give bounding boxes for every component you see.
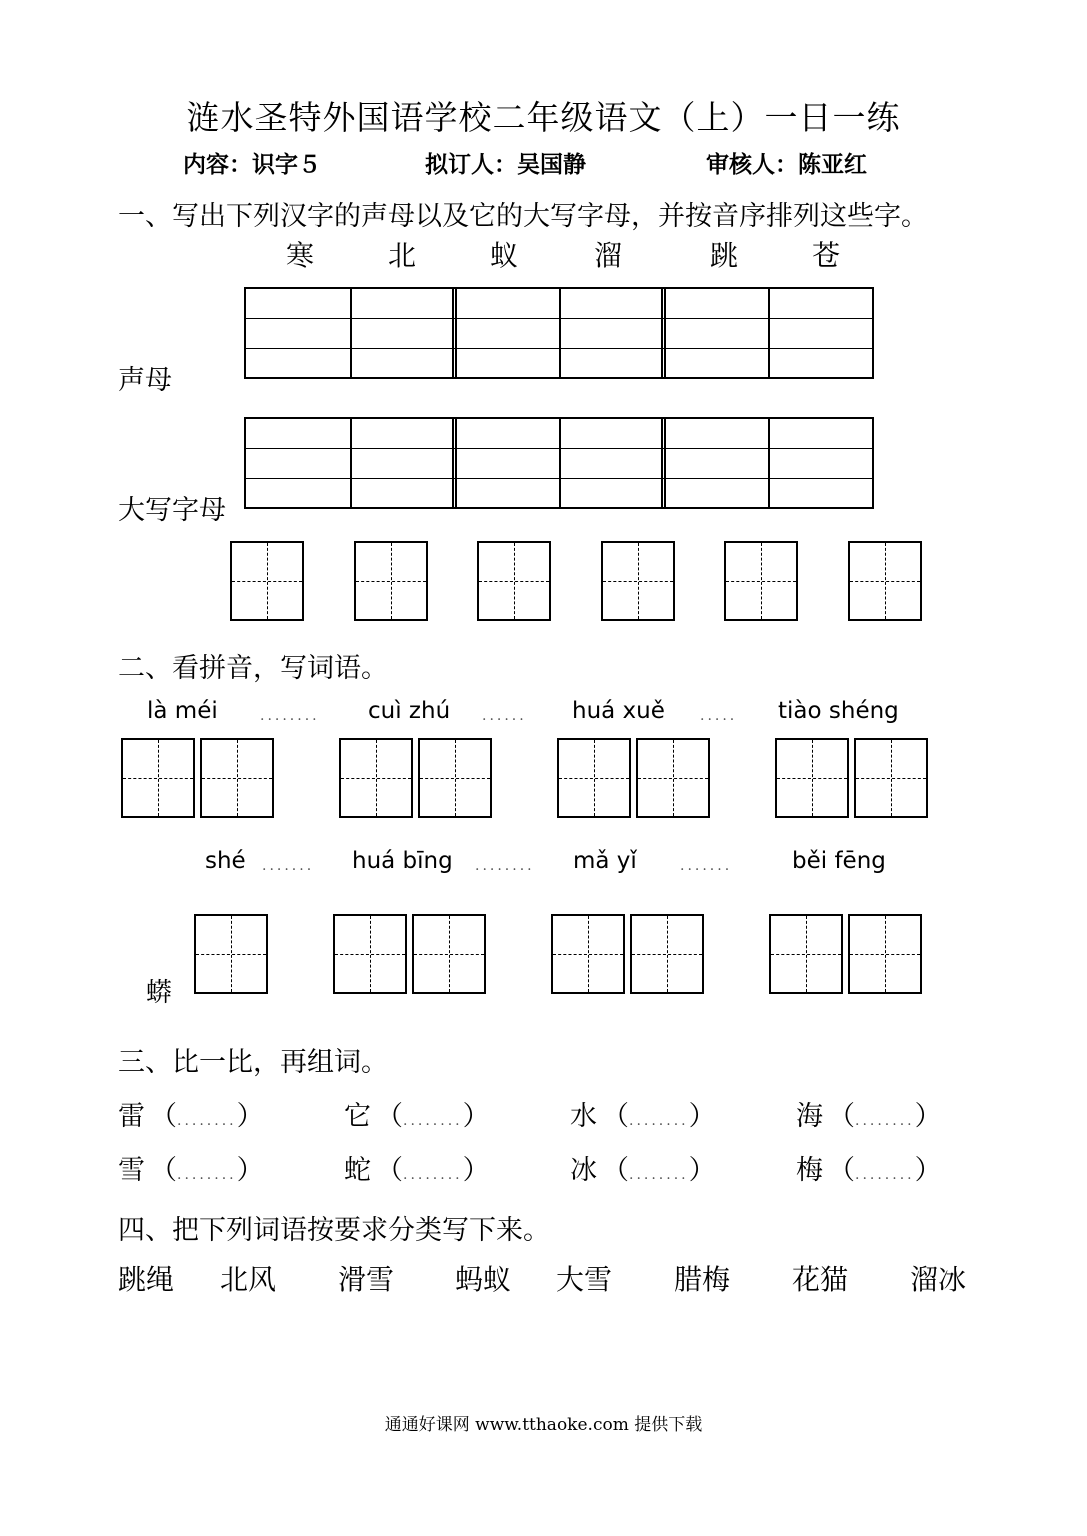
compare-char: 冰 (570, 1155, 597, 1186)
footer-source: 通通好课网 www.tthaoke.com 提供下载 (384, 1415, 703, 1435)
drafter-label: 拟订人：吴国静 (425, 152, 586, 178)
s1-char: 蚁 (490, 239, 519, 272)
answer-blank[interactable]: （........） (376, 1155, 490, 1186)
word-item: 溜冰 (910, 1263, 967, 1296)
capital-letters-writing-grid[interactable] (244, 417, 874, 509)
tian-grid-box[interactable] (769, 914, 843, 994)
capital-letters-label: 大写字母 (118, 495, 226, 526)
tian-grid-box[interactable] (339, 738, 413, 818)
compare-char: 海 (796, 1101, 823, 1132)
section1-heading: 一、写出下列汉字的声母以及它的大写字母，并按音序排列这些字。 (118, 201, 928, 232)
answer-blank[interactable]: （........） (602, 1155, 716, 1186)
word-item: 蚂蚁 (455, 1263, 512, 1296)
tian-grid-box[interactable] (848, 541, 922, 621)
content-label: 内容：识字５ (183, 152, 321, 178)
word-item: 滑雪 (338, 1263, 395, 1296)
dot-leader: ....... (262, 858, 315, 874)
word-item: 腊梅 (674, 1263, 731, 1296)
word-item: 北风 (220, 1263, 277, 1296)
tian-grid-box[interactable] (557, 738, 631, 818)
compare-char: 雷 (118, 1101, 145, 1132)
s1-char: 北 (388, 239, 417, 272)
tian-grid-box[interactable] (230, 541, 304, 621)
compare-char: 它 (344, 1101, 371, 1132)
pinyin-label: là méi (147, 698, 218, 724)
compare-char: 梅 (796, 1155, 823, 1186)
pinyin-label: mǎ yǐ (573, 848, 637, 874)
tian-grid-box[interactable] (333, 914, 407, 994)
s1-char: 苍 (812, 239, 841, 272)
tian-grid-box[interactable] (551, 914, 625, 994)
dot-leader: ....... (680, 858, 733, 874)
compare-char: 水 (570, 1101, 597, 1132)
tian-grid-box[interactable] (200, 738, 274, 818)
answer-blank[interactable]: （........） (602, 1101, 716, 1132)
pinyin-label: cuì zhú (368, 698, 451, 724)
tian-grid-box[interactable] (630, 914, 704, 994)
answer-blank[interactable]: （........） (828, 1155, 942, 1186)
tian-grid-box[interactable] (418, 738, 492, 818)
section3-heading: 三、比一比，再组词。 (118, 1047, 388, 1078)
dot-leader: ........ (260, 708, 320, 724)
pinyin-label: huá xuě (572, 698, 665, 724)
tian-grid-box[interactable] (477, 541, 551, 621)
pinyin-label: shé (205, 848, 246, 874)
pinyin-label: huá bīng (352, 848, 453, 874)
tian-grid-box[interactable] (854, 738, 928, 818)
compare-char: 雪 (118, 1155, 145, 1186)
pinyin-label: tiào shéng (778, 698, 899, 724)
answer-blank[interactable]: （........） (150, 1155, 264, 1186)
tian-grid-box[interactable] (354, 541, 428, 621)
given-char: 蟒 (146, 978, 173, 1008)
tian-grid-box[interactable] (121, 738, 195, 818)
word-item: 花猫 (792, 1263, 849, 1296)
page-title: 涟水圣特外国语学校二年级语文（上）一日一练 (186, 98, 901, 137)
answer-blank[interactable]: （........） (150, 1101, 264, 1132)
initials-writing-grid[interactable] (244, 287, 874, 379)
word-item: 跳绳 (118, 1263, 175, 1296)
tian-grid-box[interactable] (636, 738, 710, 818)
pinyin-label: běi fēng (792, 848, 886, 874)
dot-leader: ..... (700, 708, 738, 724)
tian-grid-box[interactable] (724, 541, 798, 621)
section4-heading: 四、把下列词语按要求分类写下来。 (118, 1215, 550, 1246)
s1-char: 跳 (710, 239, 739, 272)
compare-char: 蛇 (344, 1155, 371, 1186)
tian-grid-box[interactable] (848, 914, 922, 994)
tian-grid-box[interactable] (412, 914, 486, 994)
word-item: 大雪 (556, 1263, 613, 1296)
tian-grid-box[interactable] (775, 738, 849, 818)
reviewer-label: 审核人：陈亚红 (706, 152, 867, 178)
answer-blank[interactable]: （........） (828, 1101, 942, 1132)
s1-char: 寒 (286, 239, 315, 272)
tian-grid-box[interactable] (194, 914, 268, 994)
dot-leader: ........ (475, 858, 535, 874)
section2-heading: 二、看拼音，写词语。 (118, 653, 388, 684)
initials-label: 声母 (118, 365, 172, 396)
answer-blank[interactable]: （........） (376, 1101, 490, 1132)
tian-grid-box[interactable] (601, 541, 675, 621)
s1-char: 溜 (594, 239, 623, 272)
dot-leader: ...... (482, 708, 527, 724)
